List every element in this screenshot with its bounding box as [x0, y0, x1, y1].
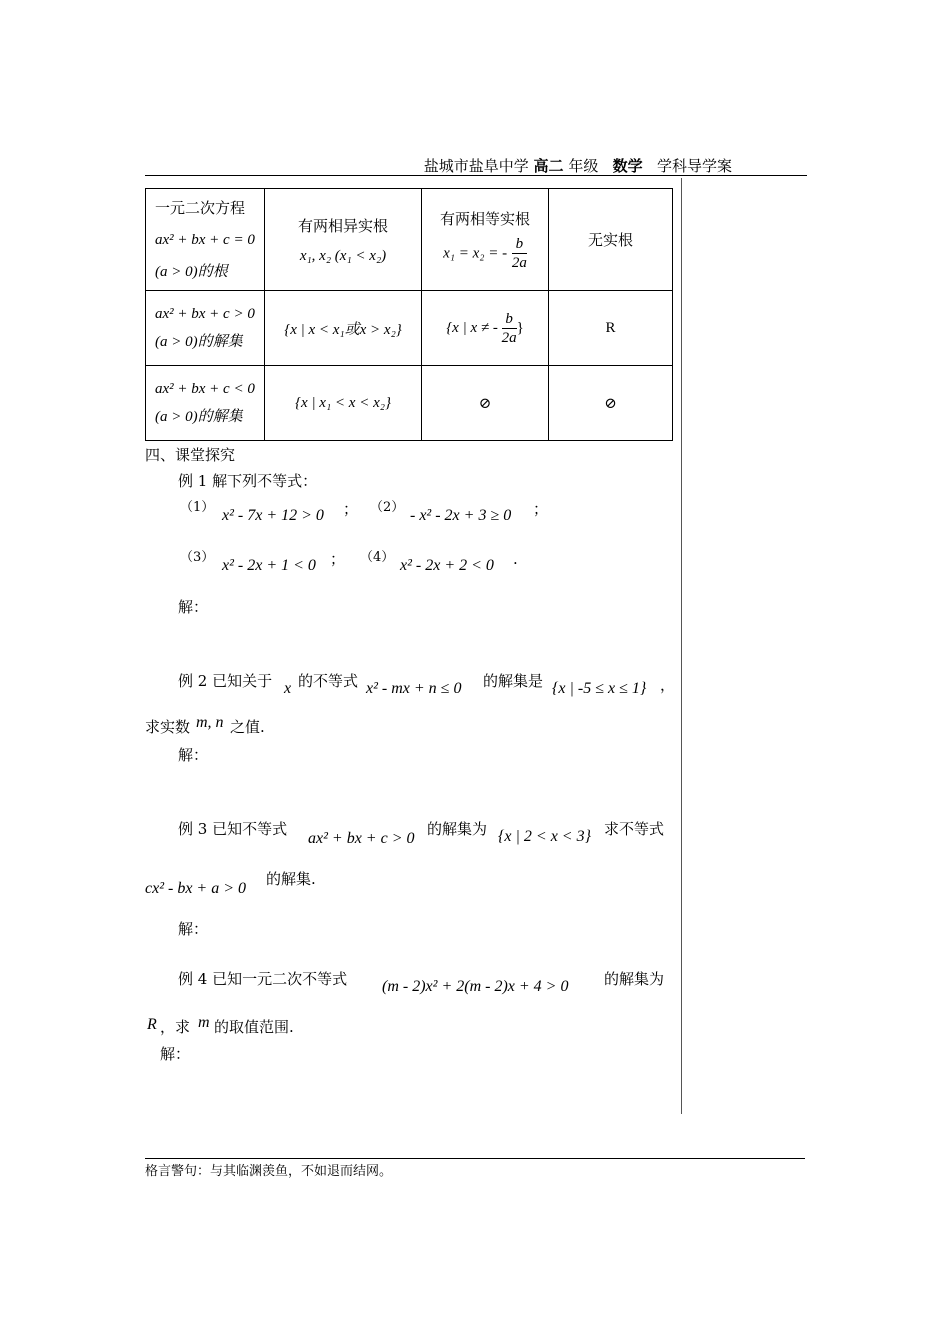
- ex1-part2-label: （2）: [370, 500, 405, 515]
- row1-condition: (a > 0)的根: [155, 263, 228, 280]
- page-header: [145, 156, 807, 176]
- example3-text-b: 的解集为: [427, 820, 488, 838]
- comma: ，: [660, 676, 676, 694]
- table-row: [146, 366, 673, 441]
- fraction-numerator: b: [512, 235, 527, 254]
- example2-mn: m, n: [196, 714, 224, 731]
- example3-text-d: 的解集.: [266, 870, 316, 888]
- example2-variable: x: [284, 680, 292, 697]
- fraction-denominator: 2a: [511, 254, 527, 271]
- header-school: 盐城市盐阜中学: [423, 157, 529, 175]
- col3-title: 有两相等实根: [439, 209, 530, 228]
- fraction-numerator: b: [502, 310, 517, 329]
- row2-inequality: ax² + bx + c > 0: [155, 306, 255, 322]
- example2-text-d: 求实数: [145, 718, 191, 736]
- period: .: [513, 550, 518, 568]
- row3-col4-cell: [549, 366, 673, 441]
- row1-equation: ax² + bx + c = 0: [155, 231, 255, 248]
- solve-label: 解：: [160, 1045, 191, 1063]
- col4-title: 无实根: [587, 231, 633, 249]
- col4-header-cell: [549, 189, 673, 291]
- col2-roots: x₁, x₂ (x₁ < x₂): [299, 247, 387, 264]
- ex1-part1-inequality: x² - 7x + 12 > 0: [222, 507, 324, 524]
- col3-roots: x₁ = x₂ = -: [443, 245, 508, 261]
- example1-title: 例 1 解下列不等式：: [178, 472, 318, 490]
- row2-col2-cell: [265, 291, 422, 366]
- row1-label: 一元二次方程: [155, 198, 246, 217]
- row1-header-cell: [146, 189, 265, 291]
- section-title: 四、课堂探究: [145, 446, 236, 464]
- fraction-denominator: 2a: [501, 329, 517, 346]
- row2-col4-cell: [549, 291, 673, 366]
- example3-inequality: ax² + bx + c > 0: [308, 830, 415, 847]
- example4-text-b: 的解集为: [604, 970, 665, 988]
- example2-text-b: 的不等式: [298, 672, 359, 690]
- col3-fraction: [512, 235, 527, 272]
- empty-set-symbol: ⊘: [604, 395, 617, 412]
- semicolon: ；: [533, 500, 549, 518]
- row3-col2-set: {x | x₁ < x < x₂}: [295, 394, 391, 411]
- semicolon: ；: [330, 550, 346, 568]
- example4-m: m: [198, 1014, 210, 1031]
- example3-solution-set: {x | 2 < x < 3}: [498, 828, 591, 845]
- header-doc-type: 学科导学案: [656, 157, 732, 175]
- example3-inequality2: cx² - bx + a > 0: [145, 880, 247, 897]
- ex1-part4-inequality: x² - 2x + 2 < 0: [400, 557, 494, 574]
- footer-divider: [145, 1158, 805, 1159]
- row2-col3-set: {x | x ≠ -: [446, 319, 498, 336]
- example2-text-c: 的解集是: [483, 672, 544, 690]
- table-row: [146, 291, 673, 366]
- solve-label: 解：: [178, 598, 209, 616]
- example2-inequality: x² - mx + n ≤ 0: [366, 680, 462, 697]
- example3-text-c: 求不等式: [604, 820, 665, 838]
- semicolon: ；: [343, 500, 359, 518]
- quadratic-solution-table: [145, 188, 673, 441]
- row2-col2-set: {x | x < x₁或x > x₂}: [284, 321, 402, 338]
- footer-motto: 格言警句：与其临渊羡鱼，不如退而结网。: [145, 1164, 393, 1179]
- header-subject: 数学: [612, 157, 643, 175]
- row3-inequality: ax² + bx + c < 0: [155, 381, 255, 397]
- example2-text-e: 之值.: [230, 718, 265, 736]
- row3-col2-cell: [265, 366, 422, 441]
- row3-condition: (a > 0)的解集: [155, 409, 243, 425]
- ex1-part3-label: （3）: [180, 550, 215, 565]
- solve-label: 解：: [178, 746, 209, 764]
- ex1-part4-label: （4）: [360, 550, 395, 565]
- example4-inequality: (m - 2)x² + 2(m - 2)x + 4 > 0: [382, 978, 569, 995]
- col2-header-cell: [265, 189, 422, 291]
- row3-header-cell: [146, 366, 265, 441]
- example4-R: R: [147, 1016, 157, 1033]
- example4-text-d: 的取值范围.: [214, 1018, 294, 1036]
- header-grade-suffix: 年级: [568, 157, 599, 175]
- example4-text-a: 例 4 已知一元二次不等式: [178, 970, 348, 988]
- row3-col3-cell: [422, 366, 549, 441]
- ex1-part3-inequality: x² - 2x + 1 < 0: [222, 557, 316, 574]
- right-margin-line: [681, 178, 682, 1114]
- table-row: [146, 189, 673, 291]
- ex1-part2-inequality: - x² - 2x + 3 ≥ 0: [410, 507, 512, 524]
- col3-header-cell: [422, 189, 549, 291]
- row2-col3-fraction: [502, 310, 517, 347]
- row2-condition: (a > 0)的解集: [155, 334, 243, 350]
- example2-solution-set: {x | -5 ≤ x ≤ 1}: [552, 680, 647, 697]
- row2-col3-cell: {x | x ≠ - $\frac{b}{2a}$ }: [422, 291, 549, 366]
- header-grade: 高二: [533, 157, 564, 175]
- example3-text-a: 例 3 已知不等式: [178, 820, 288, 838]
- row2-col4-value: R: [605, 319, 616, 336]
- ex1-part1-label: （1）: [180, 500, 215, 515]
- col2-title: 有两相异实根: [297, 216, 388, 235]
- row2-header-cell: [146, 291, 265, 366]
- example2-text-a: 例 2 已知关于: [178, 672, 273, 690]
- solve-label: 解：: [178, 920, 209, 938]
- example4-text-c: ，求: [160, 1018, 191, 1036]
- empty-set-symbol: ⊘: [478, 395, 492, 412]
